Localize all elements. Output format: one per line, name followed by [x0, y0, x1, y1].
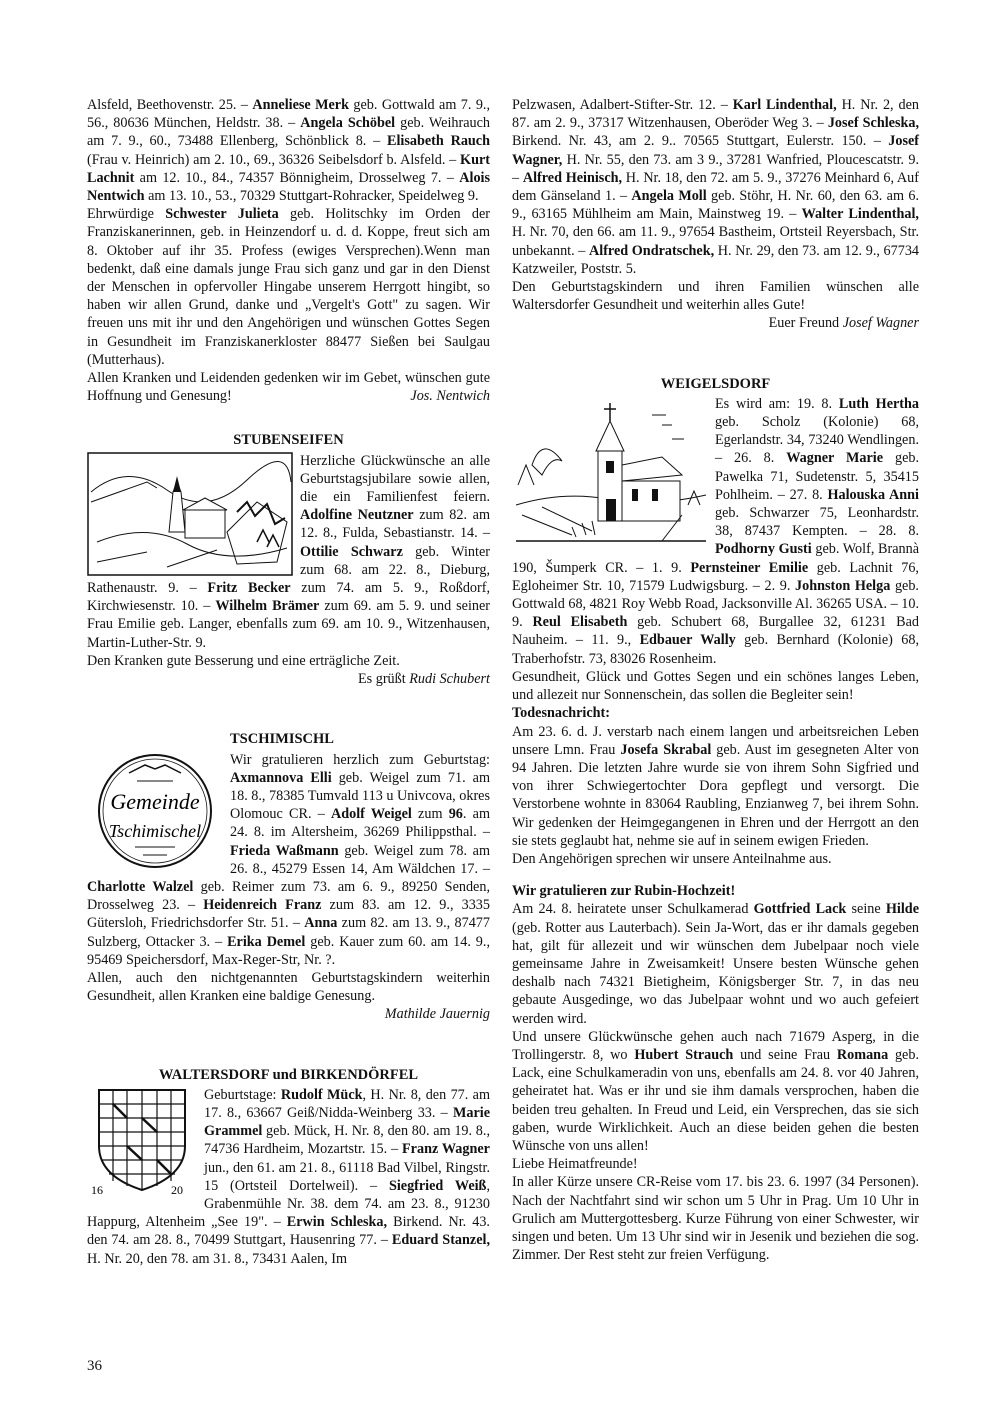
stamp-text-gemeinde: Gemeinde: [110, 788, 200, 814]
page-number: 36: [87, 1358, 102, 1374]
paragraph: Am 23. 6. d. J. verstarb nach einem langen und arbeitsreichen Leben unsere Lmn. Frau Josefa Skrabal geb. Aust im gesegneten Alter von 94 Jahren. Die letzten Jahre wurde sie von ihrem Sohn Sigfried und von ihrer Schwiegertochter Dora gepflegt und versorgt. Die Verstorbene wohnte in 83064 Raubling, Enzianweg 7, bei ihrem Sohn. Wir gedenken der Heimgegangenen in Ehren und der Herrgott an den sie stets geglaubt hat, nehme sie auf in seinem ewigen Frieden.: [512, 723, 919, 849]
paragraph: Allen, auch den nichtgenannten Geburtstagskindern weiterhin Gesundheit, allen Kranken eine baldige Genesung.: [87, 969, 490, 1005]
stubenseifen-village-illustration: [87, 452, 293, 576]
weigelsdorf-church-illustration: [512, 395, 708, 545]
stamp-text-tschimischel: Tschimischel: [108, 820, 202, 841]
section-heading: STUBENSEIFEN: [233, 432, 344, 449]
paragraph: Gesundheit, Glück und Gottes Segen und ein schönes langes Leben, und allezeit nur Sonnenschein, das sollen die Begleiter sein!: [512, 668, 919, 704]
tschimischl-section: [87, 751, 490, 969]
crest-year-right: 20: [171, 1182, 183, 1196]
paragraph: Ehrwürdige Schwester Julieta geb. Holitschky im Orden der Franziskanerinnen, geb. in Heinzendorf u. d. d. Koppe, freut sich am 8. Oktober auf ihr 35. Profess (ewiges Versprechen).Wenn man bedenkt, daß eine damals junge Frau sich ganz und gar in den Dienst der Menschen in opfervoller Hingabe unserem Herrgott hingibt, so haben wir allen Grund, danke und „Vergelt's Gott" zu sagen. Wir freuen uns mit ihr und den Angehörigen und wünschen Gottes Segen in Gesundheit im Franziskanerkloster 88477 Sießen bei Saulgau (Mutterhaus).: [87, 206, 491, 368]
section-heading: WEIGELSDORF: [660, 375, 771, 392]
paragraph: Herzliche Glückwünsche an alle Geburtstagsjubilare sowie allen, die ein Familienfest feiern. Adolfine Neutzner zum 82. am 12. 8., Fulda, Sebastianstr. 14. – Ottilie Schwarz geb. Winter zum 68. am 22. 8., Dieburg, Rathenaustr. 9. – Fritz Becker zum 74. am 5. 9., Roßdorf, Kirchwiesenstr. 10. – Wilhelm Brämer zum 69. am 5. 9. und seiner Frau Emilie geb. Langer, ebenfalls zum 69. am 10. 9., Witzenhausen, Martin-Luther-Str. 9.: [87, 452, 491, 651]
paragraph: Es wird am: 19. 8. Luth Hertha geb. Scholz (Kolonie) 68, Egerlandstr. 34, 73240 Wendlingen. – 26. 8. Wagner Marie geb. Pawelka 71, Sudetenstr. 5, 35415 Pohlheim. – 27. 8. Halouska Anni geb. Schwarzer 75, Leonhardstr. 38, 87437 Kempten. – 28. 8. Podhorny Gusti geb. Wolf, Brannà 190, Šumperk CR. – 1. 9. Pernsteiner Emilie geb. Lachnit 76, Egloheimer Str. 10, 71579 Ludwigsburg. – 2. 9. Johnston Helga geb. Gottwald 68, 4821 Roy Webb Road, Jacksonville Al. 36265 USA. – 10. 9. Reul Elisabeth geb. Schubert 68, Burgallee 32, 61231 Bad Nauheim. – 11. 9., Edbauer Wally geb. Bernhard (Kolonie) 68, Traberhofstr. 73, 83026 Rosenheim.: [512, 395, 920, 667]
paragraph: Den Kranken gute Besserung und eine erträgliche Zeit.: [87, 652, 400, 669]
paragraph: Am 24. 8. heiratete unser Schulkamerad Gottfried Lack seine Hilde (geb. Rotter aus Lauterbach). Sein Ja-Wort, das er ihr damals gegeben hat, gilt für allezeit und wir wünschen dem Jubelpaar noch viele gemeinsame Jahre in Zweisamkeit! Unsere besten Wünsche gehen deshalb nach 74321 Bietigheim, Königsberger Str. 7, in das neu gebaute Ausgedinge, wo das Jubelpaar wohnt und wo auch gefeiert werden wird.: [512, 901, 919, 1027]
death-notice-heading: Todesnachricht:: [512, 705, 611, 722]
paragraph: Wir gratulieren herzlich zum Geburtstag: Axmannova Elli geb. Weigel zum 71. am 18. 8., 78385 Tumvald 113 u Univcova, okres Olomouc CR. – Adolf Weigel zum 96. am 24. 8. im Altersheim, 36269 Philippsthal. – Frieda Waßmann geb. Weigel zum 78. am 26. 8., 45279 Essen 14, Am Wäldchen 17. – Charlotte Walzel geb. Reimer zum 73. am 6. 9., 89250 Senden, Drosselweg 23. – Heidenreich Franz zum 83. am 12. 9., 3335 Gütersloh, Friedrichsdorfer Str. 51. – Anna zum 82. am 13. 9., 87477 Sulzberg, Ottacker 3. – Erika Demel geb. Kauer zum 60. am 14. 9., 95469 Speichersdorf, Max-Reger-Str, Nr. ?.: [87, 751, 491, 968]
signature: Jos. Nentwich: [410, 388, 490, 405]
rubin-heading: Wir gratulieren zur Rubin-Hochzeit!: [512, 883, 736, 900]
signature: Es grüßt Rudi Schubert: [357, 671, 490, 688]
waltersdorf-section: [87, 1086, 490, 1268]
section-heading: TSCHIMISCHL: [230, 731, 334, 748]
signature: Mathilde Jauernig: [384, 1006, 490, 1023]
left-column: [87, 96, 490, 1268]
stubenseifen-section: [87, 452, 490, 652]
paragraph: Den Angehörigen sprechen wir unsere Anteilnahme aus.: [512, 850, 832, 867]
paragraph: Den Geburtstagskindern und ihren Familien wünschen alle Waltersdorfer Gesundheit und weiterhin alles Gute!: [512, 279, 919, 314]
signature: Euer Freund Josef Wagner: [768, 315, 919, 332]
crest-year-left: 16: [91, 1182, 103, 1196]
section-heading: WALTERSDORF und BIRKENDÖRFEL: [158, 1066, 419, 1083]
weigelsdorf-section: [512, 395, 919, 668]
coat-of-arms-illustration: [87, 1086, 197, 1196]
paragraph: Allen Kranken und Leidenden gedenken wir im Gebet, wünschen gute Hoffnung und Genesung! Jos. Nentwich: [87, 370, 490, 405]
paragraph: In aller Kürze unsere CR-Reise vom 17. bis 23. 6. 1997 (34 Personen). Nach der Nachtfahrt sind wir schon um 5 Uhr in Prag. Um 10 Uhr in Grulich am Muttergottesberg. Kurze Führung von einer Schwester, wir singen und beten. Um 13 Uhr sind wir in Jesenik und beziehen die sog. Zimmer. Der Rest steht zur freien Verfügung.: [512, 1174, 919, 1264]
paragraph: Liebe Heimatfreunde!: [512, 1156, 638, 1173]
right-column: [512, 96, 919, 1264]
paragraph: Geburtstage: Rudolf Mück, H. Nr. 8, den 77. am 17. 8., 63667 Geiß/Nidda-Weinberg 33. – Marie Grammel geb. Mück, H. Nr. 8, den 80. am 19. 8., 74736 Hardheim, Mozartstr. 15. – Franz Wagner jun., den 61. am 21. 8., 61118 Bad Vilbel, Ringstr. 15 (Ortsteil Dortelweil). – Siegfried Weiß, Grabenmühle Nr. 38. dem 74. am 23. 8., 91230 Happurg, Altenheim „See 19". – Erwin Schleska, Birkend. Nr. 43. den 74. am 28. 8., 70499 Stuttgart, Hausenring 77. – Eduard Stanzel, H. Nr. 20, den 78. am 31. 8., 73431 Aalen, Im: [87, 1086, 491, 1267]
paragraph: Und unsere Glückwünsche gehen auch nach 71679 Asperg, in die Trollingerstr. 8, wo Hubert Strauch und seine Frau Romana geb. Lack, eine Schulkameradin von uns, ebenfalls am 24. 8. vor 40 Jahren, geheiratet hat. Was er ihr und sie ihm damals versprochen, haben die beiden treu gehalten. In Freud und Leid, ein Versprechen, das sie sich gaben, wurde Wirklichkeit. Auch an diese beiden gehen die besten Wünsche von uns allen!: [512, 1028, 919, 1154]
paragraph: Pelzwasen, Adalbert-Stifter-Str. 12. – Karl Lindenthal, H. Nr. 2, den 87. am 2. 9., 37317 Witzenhausen, Oberöder Weg 3. – Josef Schleska, Birkend. Nr. 43, am 2. 9.. 70565 Stuttgart, Eulerstr. 150. – Josef Wagner, H. Nr. 55, den 73. am 3 9., 37281 Wanfried, Ploucescatstr. 9. – Alfred Heinisch, H. Nr. 18, den 72. am 5. 9., 37276 Meinhard 6, Auf dem Gänseland 1. – Angela Moll geb. Stöhr, H. Nr. 60, den 63. am 6. 9., 63165 Mühlheim am Main, Mainstweg 19. – Walter Lindenthal, H. Nr. 70, den 66. am 11. 9., 97654 Bastheim, Ortsteil Reyersbach, Str. unbekannt. – Alfred Ondratschek, H. Nr. 29, den 73. am 12. 9., 67734 Katzweiler, Poststr. 5.: [512, 97, 920, 277]
gemeinde-stamp-illustration: [87, 751, 223, 871]
paragraph: Alsfeld, Beethovenstr. 25. – Anneliese Merk geb. Gottwald am 7. 9., 56., 80636 München, Heldstr. 38. – Angela Schöbel geb. Weihrauch am 7. 9., 60., 73488 Ellenberg, Schönblick 8. – Elisabeth Rauch (Frau v. Heinrich) am 2. 10., 69., 36326 Seibelsdorf b. Alsfeld. – Kurt Lachnit am 12. 10., 84., 74357 Bönnigheim, Drosselweg 7. – Alois Nentwich am 13. 10., 53., 70329 Stuttgart-Rohracker, Speidelweg 9.: [87, 97, 491, 205]
